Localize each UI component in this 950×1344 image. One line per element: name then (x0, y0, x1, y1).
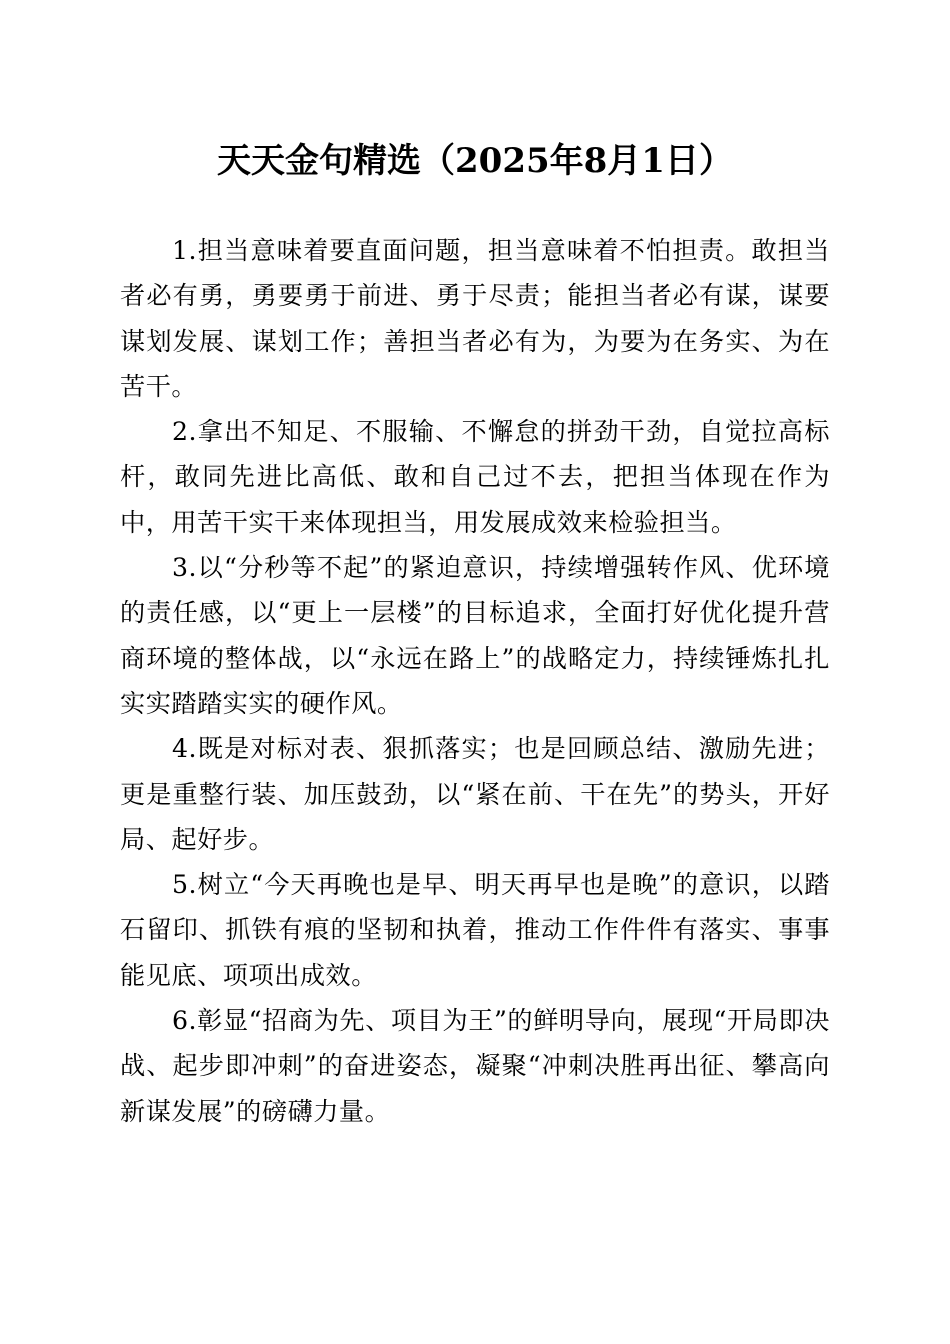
paragraph-3: 3.以“分秒等不起”的紧迫意识，持续增强转作风、优环境的责任感，以“更上一层楼”的目标追求，全面打好优化提升营商环境的整体战，以“永远在路上”的战略定力，持续锤炼扎扎实实踏踏实实的硬作风。 (120, 553, 830, 718)
paragraph-4: 4.既是对标对表、狠抓落实；也是回顾总结、激励先进；更是重整行装、加压鼓劲，以“紧在前、干在先”的势头，开好局、起好步。 (120, 734, 830, 854)
document-body (120, 228, 830, 1134)
paragraph-1: 1.担当意味着要直面问题，担当意味着不怕担责。敢担当者必有勇，勇要勇于前进、勇于尽责；能担当者必有谋，谋要谋划发展、谋划工作；善担当者必有为，为要为在务实、为在苦干。 (120, 236, 830, 401)
paragraph-2: 2.拿出不知足、不服输、不懈怠的拼劲干劲，自觉拉高标杆，敢同先进比高低、敢和自己过不去，把担当体现在作为中，用苦干实干来体现担当，用发展成效来检验担当。 (120, 417, 830, 537)
paragraph-6: 6.彰显“招商为先、项目为王”的鲜明导向，展现“开局即决战、起步即冲刺”的奋进姿态，凝聚“冲刺决胜再出征、攀高向新谋发展”的磅礴力量。 (120, 1006, 830, 1126)
document-title: 天天金句精选（2025年8月1日） (217, 141, 733, 181)
paragraph-5: 5.树立“今天再晚也是早、明天再早也是晚”的意识，以踏石留印、抓铁有痕的坚韧和执着，推动工作件件有落实、事事能见底、项项出成效。 (120, 870, 830, 990)
